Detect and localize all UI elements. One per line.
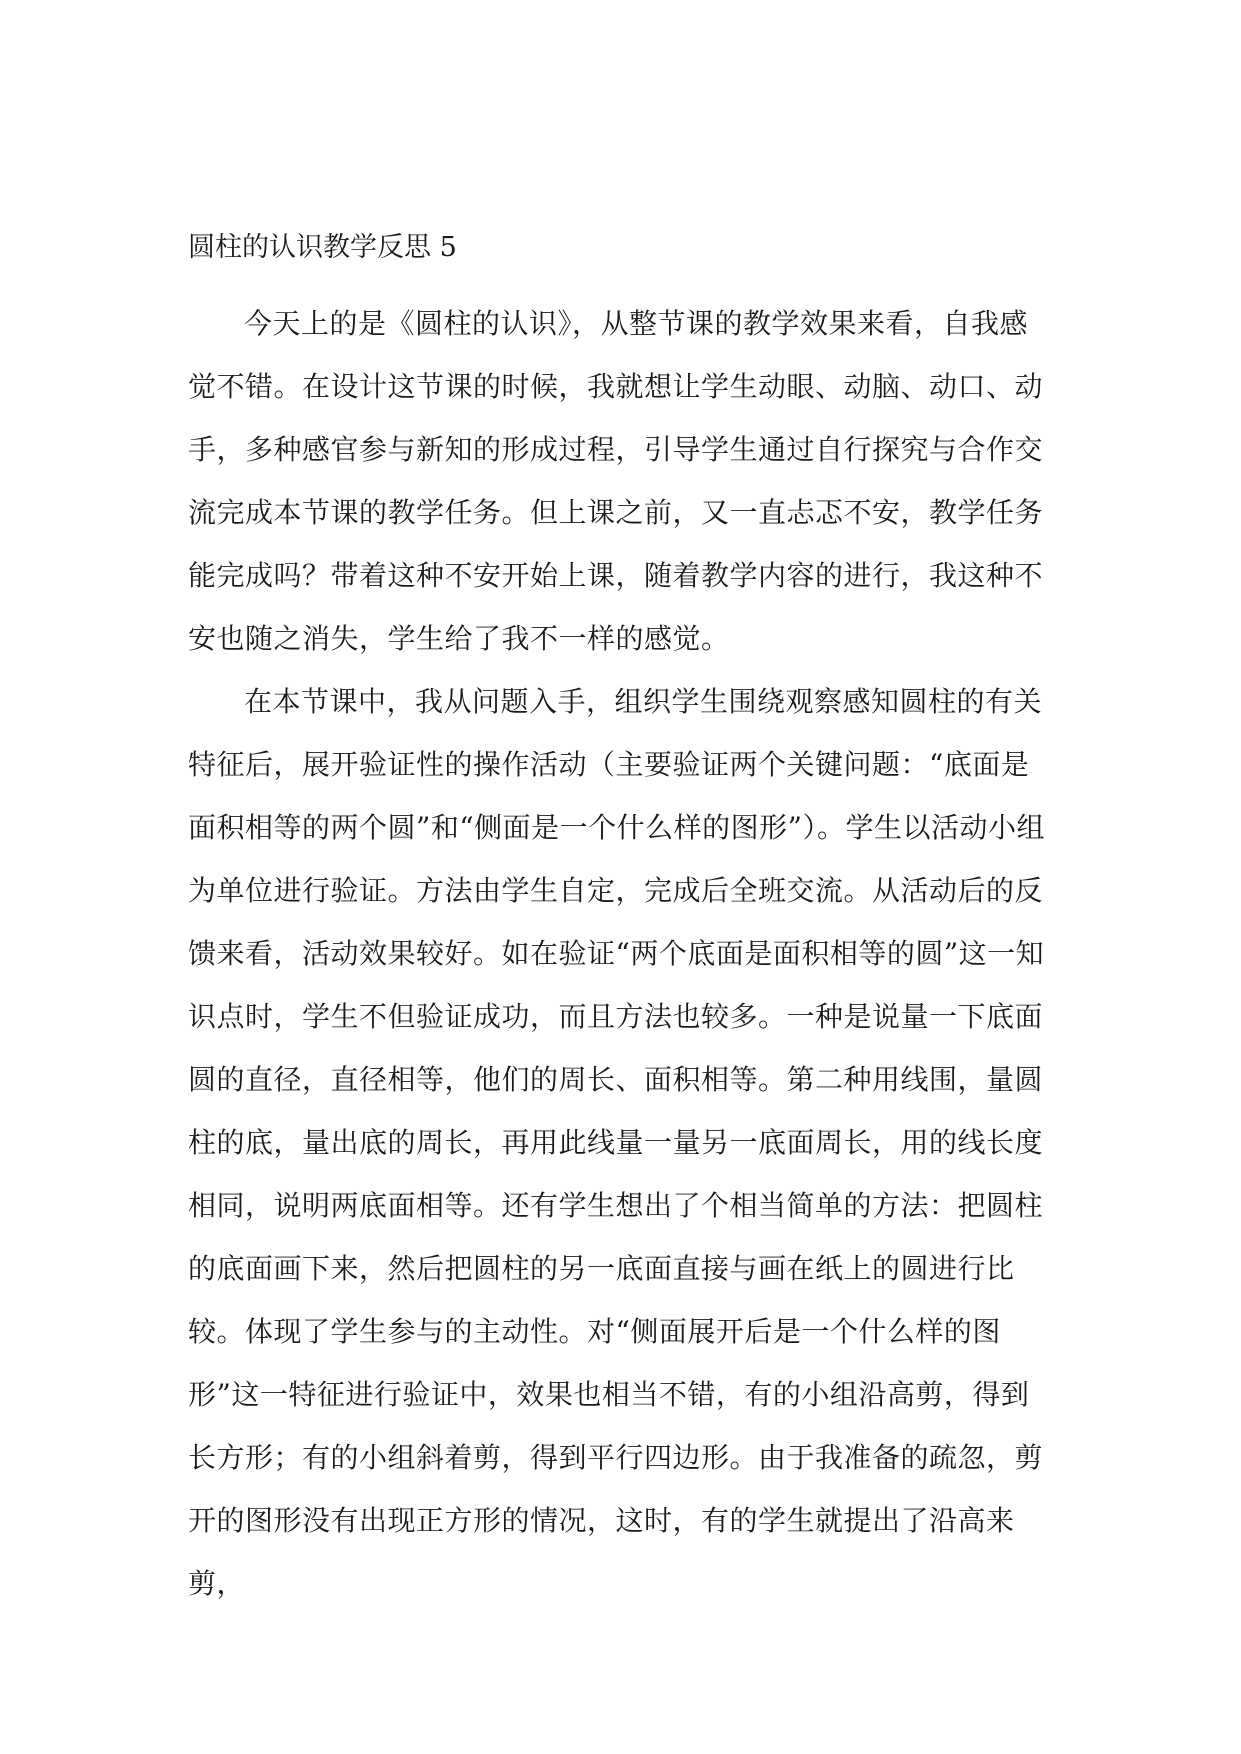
document-body [188,229,1056,1615]
paragraph-2: 在本节课中，我从问题入手，组织学生围绕观察感知圆柱的有关特征后，展开验证性的操作活动（主要验证两个关键问题：“底面是面积相等的两个圆”和“侧面是一个什么样的图形”）。学生以活动小组为单位进行验证。方法由学生自定，完成后全班交流。从活动后的反馈来看，活动效果较好。如在验证“两个底面是面积相等的圆”这一知识点时，学生不但验证成功，而且方法也较多。一种是说量一下底面圆的直径，直径相等，他们的周长、面积相等。第二种用线围，量圆柱的底，量出底的周长，再用此线量一量另一底面周长，用的线长度相同，说明两底面相等。还有学生想出了个相当简单的方法：把圆柱的底面画下来，然后把圆柱的另一底面直接与画在纸上的圆进行比较。体现了学生参与的主动性。对“侧面展开后是一个什么样的图形”这一特征进行验证中，效果也相当不错，有的小组沿高剪，得到长方形；有的小组斜着剪，得到平行四边形。由于我准备的疏忽，剪开的图形没有出现正方形的情况，这时，有的学生就提出了沿高来剪， [188,685,1045,1600]
paragraph-1: 今天上的是《圆柱的认识》，从整节课的教学效果来看，自我感觉不错。在设计这节课的时候，我就想让学生动眼、动脑、动口、动手，多种感官参与新知的形成过程，引导学生通过自行探究与合作交流完成本节课的教学任务。但上课之前，又一直忐忑不安，教学任务能完成吗？带着这种不安开始上课，随着教学内容的进行，我这种不安也随之消失，学生给了我不一样的感觉。 [188,307,1044,655]
document-title: 圆柱的认识教学反思 5 [188,232,457,263]
